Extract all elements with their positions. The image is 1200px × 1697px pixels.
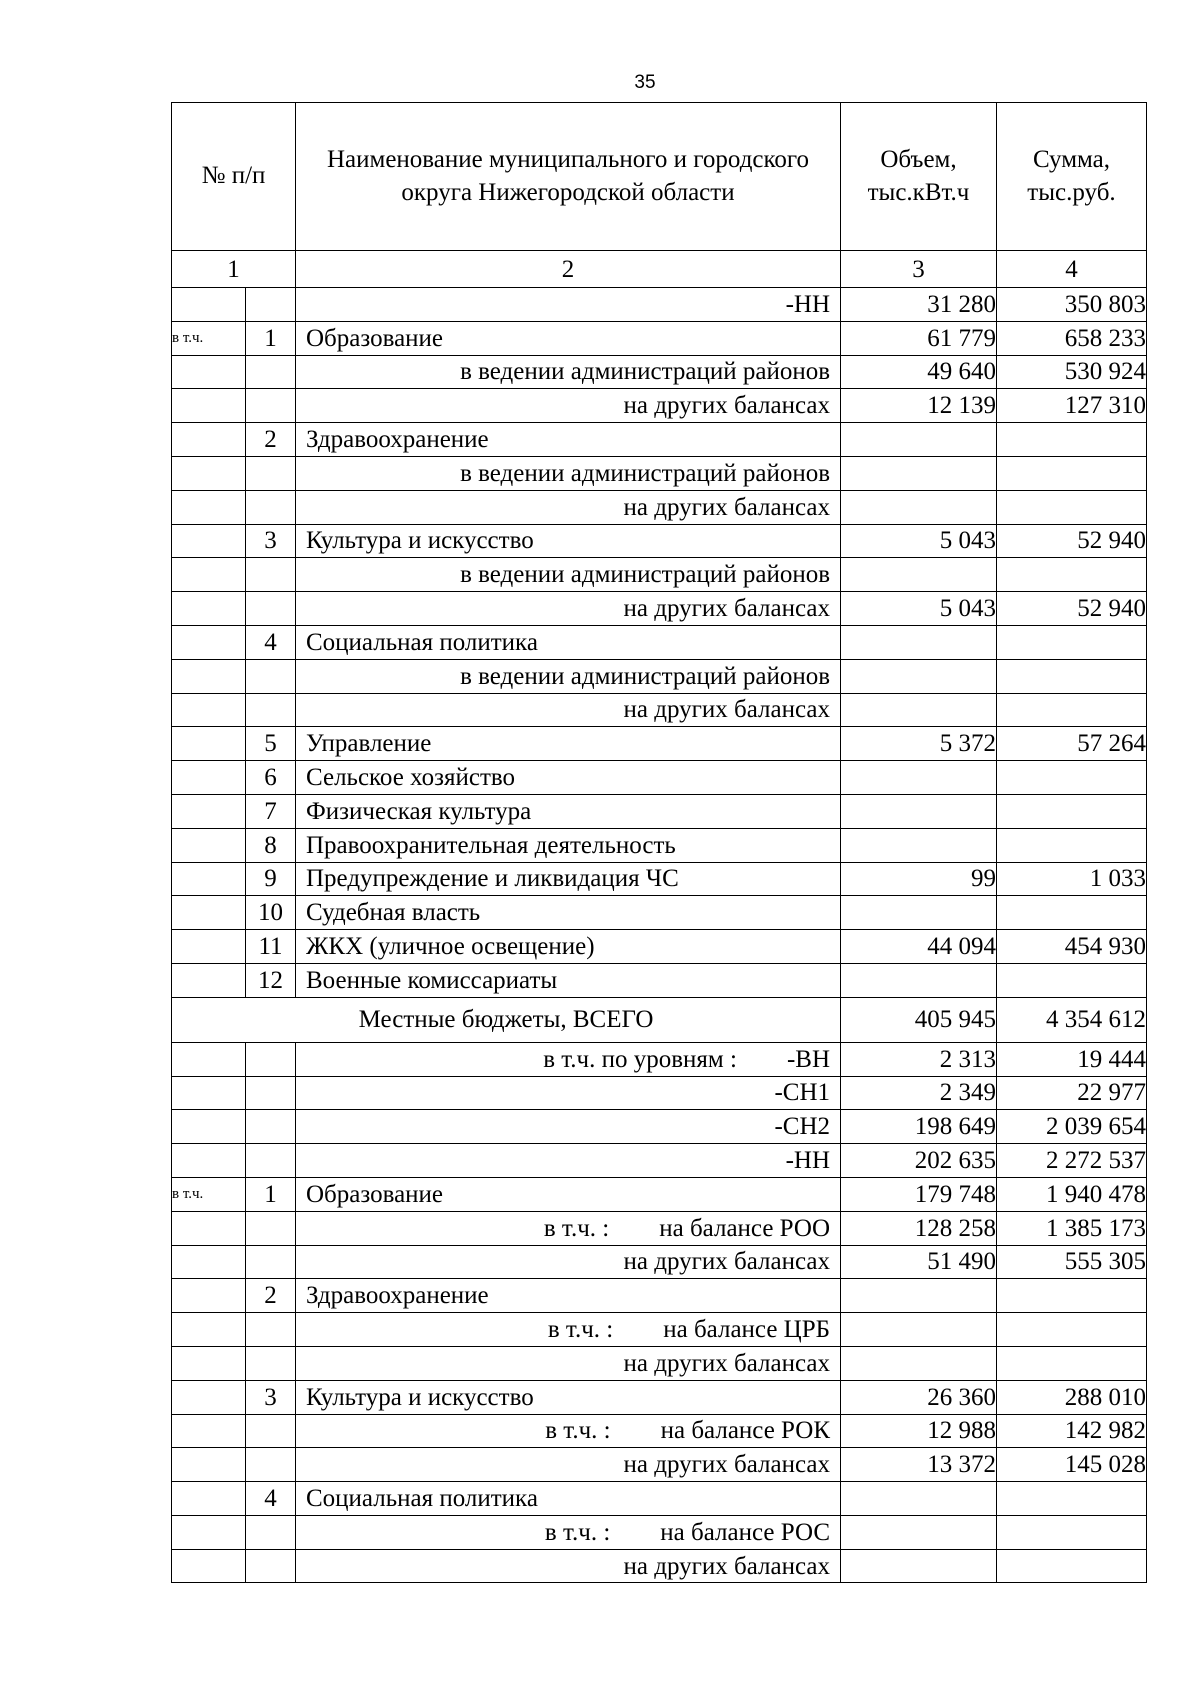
row-sum <box>997 963 1147 997</box>
row-prefix <box>172 659 246 693</box>
row-sum <box>997 659 1147 693</box>
row-volume: 198 649 <box>841 1110 997 1144</box>
column-number-row <box>172 251 1147 288</box>
row-sum <box>997 761 1147 795</box>
row-prefix <box>172 930 246 964</box>
row-prefix <box>172 490 246 524</box>
row-volume: 2 349 <box>841 1076 997 1110</box>
row-sum <box>997 1313 1147 1347</box>
row-name-prefix: в т.ч. : <box>544 1518 611 1546</box>
row-number <box>246 693 296 727</box>
row-number: 7 <box>246 794 296 828</box>
row-volume: 5 043 <box>841 592 997 626</box>
row-number <box>246 1144 296 1178</box>
row-prefix <box>172 727 246 761</box>
row-number: 12 <box>246 963 296 997</box>
row-sum <box>997 1279 1147 1313</box>
total-row <box>172 997 1147 1042</box>
row-sum: 2 039 654 <box>997 1110 1147 1144</box>
row-name: Культура и искусство <box>296 1380 841 1414</box>
row-name: Образование <box>296 321 841 355</box>
row-prefix <box>172 1482 246 1516</box>
energy-consumption-table <box>171 102 1147 1583</box>
row-number: 1 <box>246 321 296 355</box>
row-number <box>246 1313 296 1347</box>
row-sum: 57 264 <box>997 727 1147 761</box>
row-volume <box>841 794 997 828</box>
row-prefix <box>172 423 246 457</box>
row-volume <box>841 1549 997 1583</box>
row-name: Образование <box>296 1177 841 1211</box>
row-volume: 5 043 <box>841 524 997 558</box>
row-name: на других балансах <box>296 1245 841 1279</box>
row-volume <box>841 963 997 997</box>
row-name-prefix: в т.ч. : <box>543 1214 610 1242</box>
table-row <box>172 456 1147 490</box>
row-number: 9 <box>246 862 296 896</box>
table-row <box>172 389 1147 423</box>
row-volume <box>841 693 997 727</box>
row-name: Физическая культура <box>296 794 841 828</box>
row-volume: 12 988 <box>841 1414 997 1448</box>
table-row <box>172 828 1147 862</box>
table-row <box>172 490 1147 524</box>
row-prefix <box>172 389 246 423</box>
row-volume <box>841 490 997 524</box>
table-row <box>172 1346 1147 1380</box>
row-volume: 99 <box>841 862 997 896</box>
row-prefix <box>172 1076 246 1110</box>
row-sum <box>997 1515 1147 1549</box>
row-number <box>246 1076 296 1110</box>
row-name: в ведении администраций районов <box>296 558 841 592</box>
row-volume: 49 640 <box>841 355 997 389</box>
row-number <box>246 1448 296 1482</box>
table-body-top <box>172 288 1147 998</box>
row-sum <box>997 456 1147 490</box>
column-number: 3 <box>841 251 997 288</box>
row-name: -НН <box>296 1144 841 1178</box>
row-name-text: на балансе РОК <box>660 1417 830 1445</box>
row-prefix <box>172 1110 246 1144</box>
table-row <box>172 693 1147 727</box>
row-name: в ведении администраций районов <box>296 456 841 490</box>
row-name: Предупреждение и ликвидация ЧС <box>296 862 841 896</box>
row-sum <box>997 1482 1147 1516</box>
row-name-text: на балансе РОС <box>660 1518 830 1546</box>
table-row <box>172 1414 1147 1448</box>
column-number: 4 <box>997 251 1147 288</box>
total-sum: 4 354 612 <box>997 997 1147 1042</box>
row-volume <box>841 828 997 862</box>
row-prefix <box>172 1414 246 1448</box>
row-sum <box>997 558 1147 592</box>
row-name-prefix: в т.ч. по уровням : <box>543 1045 737 1073</box>
row-volume: 128 258 <box>841 1211 997 1245</box>
row-name: Здравоохранение <box>296 1279 841 1313</box>
row-sum: 288 010 <box>997 1380 1147 1414</box>
row-name: на других балансах <box>296 1346 841 1380</box>
header-volume: Объем, тыс.кВт.ч <box>841 103 997 251</box>
row-name-prefix: в т.ч. : <box>545 1417 611 1445</box>
table-row <box>172 592 1147 626</box>
table-row <box>172 321 1147 355</box>
row-prefix <box>172 355 246 389</box>
page-number: 35 <box>634 72 656 93</box>
row-name: на других балансах <box>296 490 841 524</box>
table-row <box>172 288 1147 322</box>
row-sum <box>997 1346 1147 1380</box>
table-row <box>172 1245 1147 1279</box>
table-row <box>172 1110 1147 1144</box>
total-volume: 405 945 <box>841 997 997 1042</box>
row-sum <box>997 1549 1147 1583</box>
row-number: 11 <box>246 930 296 964</box>
row-sum: 350 803 <box>997 288 1147 322</box>
table-row <box>172 1448 1147 1482</box>
row-prefix <box>172 456 246 490</box>
row-number: 6 <box>246 761 296 795</box>
row-number <box>246 1346 296 1380</box>
row-prefix <box>172 761 246 795</box>
table-row <box>172 930 1147 964</box>
row-prefix <box>172 1515 246 1549</box>
table-row <box>172 963 1147 997</box>
table-row <box>172 524 1147 558</box>
row-volume <box>841 1313 997 1347</box>
row-prefix <box>172 1448 246 1482</box>
row-name: на других балансах <box>296 1549 841 1583</box>
row-name: ЖКХ (уличное освещение) <box>296 930 841 964</box>
row-prefix <box>172 963 246 997</box>
row-number <box>246 592 296 626</box>
row-number: 10 <box>246 896 296 930</box>
row-number: 2 <box>246 423 296 457</box>
row-number <box>246 389 296 423</box>
row-sum <box>997 625 1147 659</box>
row-volume: 61 779 <box>841 321 997 355</box>
table-row <box>172 727 1147 761</box>
row-sum: 19 444 <box>997 1042 1147 1076</box>
row-volume <box>841 1279 997 1313</box>
row-number: 4 <box>246 625 296 659</box>
row-sum: 1 033 <box>997 862 1147 896</box>
row-number: 3 <box>246 1380 296 1414</box>
row-name <box>296 1515 841 1549</box>
table-row <box>172 558 1147 592</box>
table-row <box>172 625 1147 659</box>
row-sum: 52 940 <box>997 592 1147 626</box>
row-prefix: в т.ч. <box>172 321 246 355</box>
row-prefix <box>172 592 246 626</box>
row-sum: 454 930 <box>997 930 1147 964</box>
row-volume: 13 372 <box>841 1448 997 1482</box>
table-total <box>172 997 1147 1042</box>
row-prefix <box>172 558 246 592</box>
row-name-text: на балансе ЦРБ <box>663 1316 830 1343</box>
table-row <box>172 761 1147 795</box>
header-sum: Сумма, тыс.руб. <box>997 103 1147 251</box>
row-number <box>246 1414 296 1448</box>
table-row <box>172 1482 1147 1516</box>
row-prefix <box>172 1042 246 1076</box>
row-volume <box>841 456 997 490</box>
row-volume: 26 360 <box>841 1380 997 1414</box>
row-volume: 179 748 <box>841 1177 997 1211</box>
row-volume: 2 313 <box>841 1042 997 1076</box>
row-sum: 555 305 <box>997 1245 1147 1279</box>
row-prefix <box>172 896 246 930</box>
row-prefix <box>172 1144 246 1178</box>
row-volume <box>841 423 997 457</box>
row-volume: 44 094 <box>841 930 997 964</box>
row-number <box>246 355 296 389</box>
row-sum: 1 385 173 <box>997 1211 1147 1245</box>
row-name: на других балансах <box>296 389 841 423</box>
row-volume <box>841 896 997 930</box>
row-prefix <box>172 693 246 727</box>
row-name-text: -ВН <box>786 1045 830 1073</box>
table-row <box>172 794 1147 828</box>
header-name: Наименование муниципального и городского округа Нижегородской области <box>296 103 841 251</box>
row-number: 8 <box>246 828 296 862</box>
row-prefix <box>172 1380 246 1414</box>
row-prefix <box>172 862 246 896</box>
row-number: 1 <box>246 1177 296 1211</box>
row-name <box>296 1414 841 1448</box>
row-volume: 5 372 <box>841 727 997 761</box>
row-volume: 202 635 <box>841 1144 997 1178</box>
row-volume <box>841 625 997 659</box>
table-row <box>172 355 1147 389</box>
column-number: 1 <box>172 251 296 288</box>
row-volume <box>841 659 997 693</box>
table-row <box>172 1211 1147 1245</box>
column-number: 2 <box>296 251 841 288</box>
row-sum: 52 940 <box>997 524 1147 558</box>
row-name: на других балансах <box>296 693 841 727</box>
row-sum: 142 982 <box>997 1414 1147 1448</box>
table-header-row <box>172 103 1147 251</box>
row-sum: 658 233 <box>997 321 1147 355</box>
row-number <box>246 456 296 490</box>
row-sum <box>997 693 1147 727</box>
row-volume <box>841 761 997 795</box>
row-name: Социальная политика <box>296 1482 841 1516</box>
row-prefix <box>172 1245 246 1279</box>
table-row <box>172 423 1147 457</box>
row-number <box>246 288 296 322</box>
row-name: на других балансах <box>296 592 841 626</box>
row-prefix <box>172 524 246 558</box>
row-sum <box>997 896 1147 930</box>
table-row <box>172 1279 1147 1313</box>
row-prefix <box>172 1211 246 1245</box>
table-row <box>172 1177 1147 1211</box>
table-row <box>172 1515 1147 1549</box>
row-name: Правоохранительная деятельность <box>296 828 841 862</box>
row-sum: 530 924 <box>997 355 1147 389</box>
row-volume <box>841 1346 997 1380</box>
row-number: 2 <box>246 1279 296 1313</box>
row-name <box>296 1211 841 1245</box>
header-number: № п/п <box>172 103 296 251</box>
table-row <box>172 659 1147 693</box>
row-prefix <box>172 828 246 862</box>
row-number <box>246 1549 296 1583</box>
row-name: Военные комиссариаты <box>296 963 841 997</box>
table-row <box>172 1042 1147 1076</box>
row-prefix <box>172 288 246 322</box>
row-name: Социальная политика <box>296 625 841 659</box>
row-number <box>246 659 296 693</box>
row-prefix <box>172 1346 246 1380</box>
table-row <box>172 1076 1147 1110</box>
row-volume <box>841 1515 997 1549</box>
row-number <box>246 558 296 592</box>
row-sum <box>997 828 1147 862</box>
row-number <box>246 1515 296 1549</box>
row-name: на других балансах <box>296 1448 841 1482</box>
row-sum <box>997 794 1147 828</box>
row-prefix: в т.ч. <box>172 1177 246 1211</box>
row-volume <box>841 1482 997 1516</box>
table-row <box>172 862 1147 896</box>
row-prefix <box>172 794 246 828</box>
row-name: Управление <box>296 727 841 761</box>
row-name: Сельское хозяйство <box>296 761 841 795</box>
row-sum: 22 977 <box>997 1076 1147 1110</box>
table-body-bottom <box>172 1042 1147 1583</box>
table-row <box>172 1380 1147 1414</box>
row-number: 5 <box>246 727 296 761</box>
row-name <box>296 1042 841 1076</box>
row-name <box>296 1313 841 1347</box>
row-number <box>246 1042 296 1076</box>
row-sum <box>997 490 1147 524</box>
row-volume: 51 490 <box>841 1245 997 1279</box>
row-sum: 127 310 <box>997 389 1147 423</box>
row-number <box>246 1211 296 1245</box>
row-name: Культура и искусство <box>296 524 841 558</box>
row-volume <box>841 558 997 592</box>
row-sum: 145 028 <box>997 1448 1147 1482</box>
row-sum <box>997 423 1147 457</box>
row-number <box>246 490 296 524</box>
row-name: -НН <box>296 288 841 322</box>
row-number <box>246 1110 296 1144</box>
row-volume: 12 139 <box>841 389 997 423</box>
row-name: -СН1 <box>296 1076 841 1110</box>
table-row <box>172 1144 1147 1178</box>
row-name: Судебная власть <box>296 896 841 930</box>
row-name: в ведении администраций районов <box>296 355 841 389</box>
table-row <box>172 1549 1147 1583</box>
row-prefix <box>172 1313 246 1347</box>
table-row <box>172 896 1147 930</box>
row-prefix <box>172 1279 246 1313</box>
row-name-prefix: в т.ч. : <box>547 1316 614 1343</box>
row-name: -СН2 <box>296 1110 841 1144</box>
total-label: Местные бюджеты, ВСЕГО <box>172 997 841 1042</box>
row-name: в ведении администраций районов <box>296 659 841 693</box>
row-name-text: на балансе РОО <box>659 1214 830 1242</box>
row-number <box>246 1245 296 1279</box>
row-sum: 2 272 537 <box>997 1144 1147 1178</box>
row-volume: 31 280 <box>841 288 997 322</box>
row-prefix <box>172 1549 246 1583</box>
row-prefix <box>172 625 246 659</box>
row-number: 4 <box>246 1482 296 1516</box>
row-number: 3 <box>246 524 296 558</box>
table-row <box>172 1313 1147 1347</box>
row-sum: 1 940 478 <box>997 1177 1147 1211</box>
row-name: Здравоохранение <box>296 423 841 457</box>
